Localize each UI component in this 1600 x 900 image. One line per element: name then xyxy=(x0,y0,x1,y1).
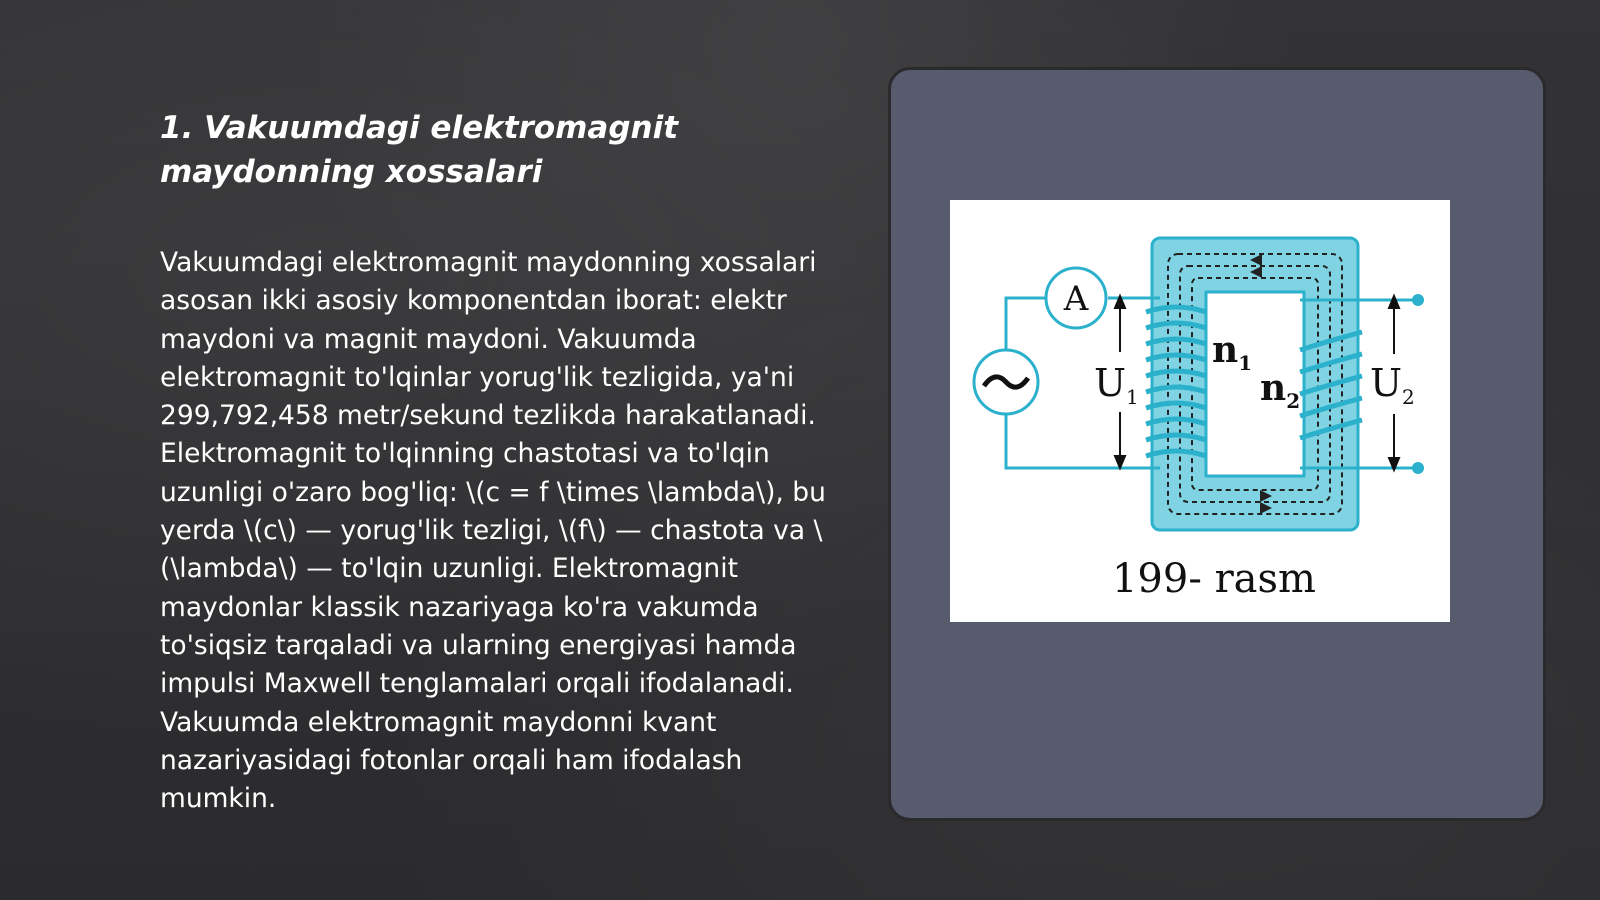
ac-source-icon xyxy=(974,350,1038,414)
ammeter-icon xyxy=(1046,268,1106,328)
figure-caption: 199- rasm xyxy=(1111,556,1317,602)
output-terminal-top xyxy=(1412,294,1424,306)
u2-label: $U_2$ xyxy=(1370,361,1415,409)
n1-label: $n_1$ xyxy=(1212,329,1253,375)
transformer-figure xyxy=(950,200,1450,622)
transformer-diagram xyxy=(950,200,1450,622)
n2-label: $n_2$ xyxy=(1260,367,1301,413)
slide-body-text: Vakuumdagi elektromagnit maydonning xossalari asosan ikki asosiy komponentdan iborat: elektr maydoni va magnit maydoni. Vakuumda elektromagnit to'lqinlar yorug'lik tezligida, ya'ni 299,792,458 metr/sekund tezlikda harakatlanadi. Elektromagnit to'lqinning chastotasi va to'lqin uzunligi o'zaro bog'liq: \(c = f \times \lambda\), bu yerda \(c\) — yorug'lik tezligi, \(f\) — chastota va \(\lambda\) — to'lqin uzunligi. Elektromagnit maydonlar klassik nazariyaga ko'ra vakumda to'siqsiz tarqaladi va ularning energiyasi hamda impulsi Maxwell tenglamalari orqali ifodalanadi. Vakuumda elektromagnit maydonni kvant nazariyasidagi fotonlar orqali ham ifodalash mumkin. xyxy=(160,247,826,815)
u1-label: $U_1$ xyxy=(1094,361,1139,409)
ammeter-label: A xyxy=(1063,279,1089,319)
output-terminal-bottom xyxy=(1412,462,1424,474)
slide-title: 1. Vakuumdagi elektromagnit maydonning xossalari xyxy=(160,110,679,190)
